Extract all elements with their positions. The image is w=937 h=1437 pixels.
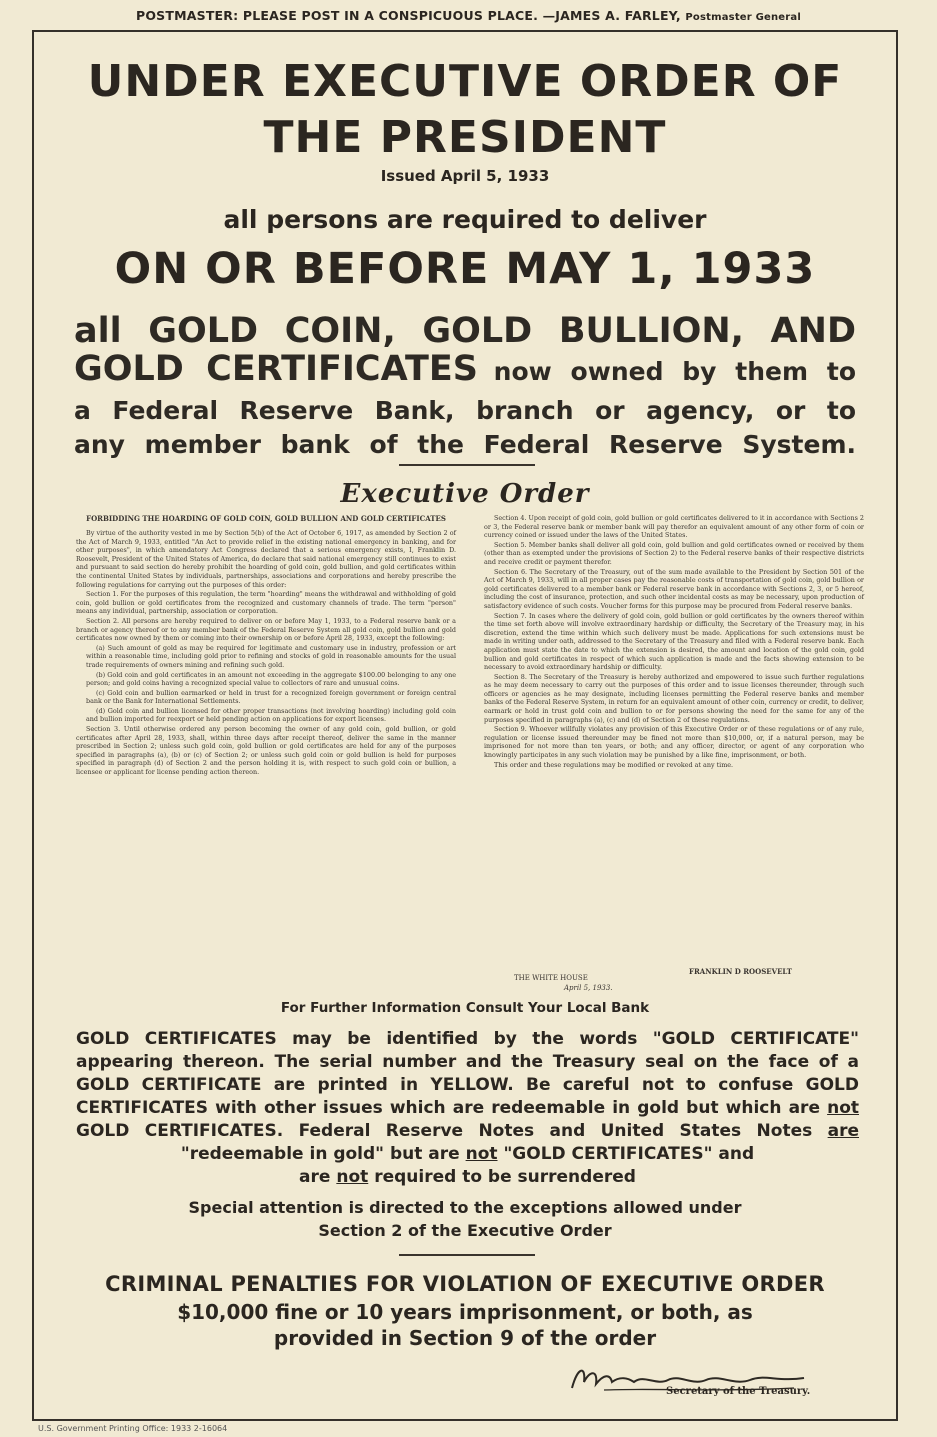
order-paragraph: Section 6. The Secretary of the Treasury, out of the sum made available to the President by Section 501 of the Act of March 9, 1933, will in all proper cases pay the reasonable costs of transportation of gold coin, gold bullion or gold certificates delivered to a member bank or Federal reserve bank in accordance with Sections 2, 3, or 5 hereof, including the cost of insurance, protection, and such other incidental costs as may be necessary, upon production of satisfactory evidence of such costs. Voucher forms for this purpose may be procured from Federal reserve banks. [484,567,864,610]
penalties-heading: CRIMINAL PENALTIES FOR VIOLATION OF EXECUTIVE ORDER [105,1272,825,1296]
main-title-line-1: UNDER EXECUTIVE ORDER OF [87,56,843,107]
order-paragraph: (b) Gold coin and gold certificates in an amount not exceeding in the aggregate $100.00 belonging to any one person; and gold coins having a recognized special value to collectors of rare and unusual coins. [86,670,456,688]
gc-line: appearing thereon. The serial number and the Treasury seal on the face of a [76,1052,859,1072]
gc-line-text: GOLD CERTIFICATES. Federal Reserve Notes and United States Notes [76,1121,813,1141]
order-paragraph: Section 8. The Secretary of the Treasury is hereby authorized and empowered to issue such further regulations as he may deem necessary to carry out the purposes of this order and to issue licenses thereunder, through such officers or agencies as he may designate, including licenses permitting the Federal reserve banks and member banks of the Federal Reserve System, in return for an equivalent amount of other coin, currency or credit, to deliver, earmark or hold in trust gold coin and bullion to or for persons showing the need for the same for any of the purposes specified in paragraphs (a), (c) and (d) of Section 2 of these regulations. [484,672,864,724]
not-emphasis: not [336,1167,369,1187]
white-house-place: THE WHITE HOUSE [514,974,588,982]
order-paragraph: By virtue of the authority vested in me by Section 5(b) of the Act of October 6, 1917, as amended by Section 2 of the Act of March 9, 1933, entitled "An Act to provide relief in the existing national emergency in banking, and for other purposes", in which amendatory Act Congress declared that a serious emergency exists, I, Franklin D. Roosevelt, President of the United States of America, do declare that said national emergency still continues to exist and pursuant to said section do hereby prohibit the hoarding of gold coin, gold bullion, and gold certificates within the continental United States by individuals, partnerships, associations and corporations and hereby prescribe the following regulations for carrying out the purposes of this order: [76,529,456,589]
postmaster-title: Postmaster General [685,12,802,23]
criminal-penalties [34,1270,896,1351]
gold-certificates-emphasis: GOLD CERTIFICATES [74,349,478,389]
postmaster-instruction: POSTMASTER: PLEASE POST IN A CONSPICUOUS PLACE. [135,8,539,23]
divider-rule [399,1254,535,1256]
gc-line-text: "redeemable in gold" but are [180,1144,460,1164]
gc-line [76,1097,859,1120]
gc-line: GOLD CERTIFICATE are printed in YELLOW. Be careful not to confuse GOLD [76,1075,859,1095]
gc-line: GOLD CERTIFICATES may be identified by the words "GOLD CERTIFICATE" [76,1029,859,1049]
delivery-line-2 [74,350,856,394]
delivery-line-3: a Federal Reserve Bank, branch or agency, or to [74,396,856,425]
gc-line [76,1143,859,1166]
delivery-requirement [74,312,856,462]
not-emphasis: not [465,1144,498,1164]
poster-frame [32,30,898,1421]
postmaster-name: —JAMES A. FARLEY, [542,8,681,23]
order-paragraph: Section 2. All persons are hereby required to deliver on or before May 1, 1933, to a Federal reserve bank or a branch or agency thereof or to any member bank of the Federal Reserve System all gold coin, gold bullion and gold certificates now owned by them or coming into their ownership on or before April 28, 1933, except the following: [76,616,456,643]
president-signature-name: FRANKLIN D ROOSEVELT [689,967,792,976]
order-paragraph: Section 3. Until otherwise ordered any person becoming the owner of any gold coin, gold bullion, or gold certificates after April 28, 1933, shall, within three days after receipt thereof, deliver the same in the manner prescribed in Section 2; unless such gold coin, gold bullion or gold certificates are held for any of the purposes specified in paragraphs (a), (b) or (c) of Section 2; or unless such gold coin or gold bullion is held for purposes specified in paragraph (d) of Section 2 and the person holding it is, with respect to such gold coin or bullion, a licensee or applicant for license pending action thereon. [76,725,456,777]
gc-line-text: "GOLD CERTIFICATES" and [503,1144,755,1164]
deadline-heading: ON OR BEFORE MAY 1, 1933 [114,244,816,294]
delivery-line-4: any member bank of the Federal Reserve System. [74,430,856,459]
gold-certificate-info [76,1028,859,1189]
order-paragraph: (c) Gold coin and bullion earmarked or held in trust for a recognized foreign government or foreign central bank or the Bank for International Settlements. [86,688,456,706]
gc-line [76,1120,859,1143]
executive-order-title: Executive Order [340,479,590,509]
order-date: April 5, 1933. [564,984,613,992]
divider-rule [399,464,535,466]
order-column-right [484,514,864,770]
order-paragraph: Section 5. Member banks shall deliver all gold coin, gold bullion and gold certificates owned or received by them (other than as exempted under the provisions of Section 2) to the Federal reserve banks of their respective districts and receive credit or payment therefor. [484,540,864,566]
gc-line-text: are [299,1167,331,1187]
special-attention-note [34,1196,896,1242]
order-paragraph: (a) Such amount of gold as may be required for legitimate and customary use in industry, profession or art within a reasonable time, including gold prior to refining and stocks of gold in reasonable amounts for the usual trade requirements of owners mining and refining such gold. [86,643,456,669]
consult-bank-note: For Further Information Consult Your Local Bank [280,1000,650,1016]
issued-date: Issued April 5, 1933 [380,167,550,185]
are-emphasis: are [827,1121,860,1141]
secretary-title: Secretary of the Treasury. [666,1386,811,1397]
not-emphasis: not [827,1098,860,1118]
order-paragraph: Section 4. Upon receipt of gold coin, gold bullion or gold certificates delivered to it in accordance with Sections 2 or 3, the Federal reserve bank or member bank will pay therefor an equivalent amount of any other form of coin or currency coined or issued under the laws of the United States. [484,514,864,540]
gc-line-text: required to be surrendered [374,1167,636,1187]
printing-office-note: U.S. Government Printing Office: 1933 2-16064 [38,1424,228,1433]
postmaster-notice [0,8,937,23]
required-statement: all persons are required to deliver [223,205,707,234]
order-column-left [76,514,456,778]
delivery-line-1: all GOLD COIN, GOLD BULLION, AND [74,311,856,351]
penalties-line: provided in Section 9 of the order [273,1326,657,1350]
main-title-line-2: THE PRESIDENT [263,112,667,163]
special-line: Special attention is directed to the exceptions allowed under [188,1198,742,1217]
order-paragraph: This order and these regulations may be modified or revoked at any time. [494,760,734,769]
order-paragraph: Section 9. Whoever willfully violates any provision of this Executive Order or of these regulations or of any rule, regulation or license issued thereunder may be fined not more than $10,000, or, if a natural person, may be imprisoned for not more than ten years, or both; and any officer, director, or agent of any corporation who knowingly participates in any such violation may be punished by a like fine, imprisonment, or both. [484,725,864,760]
gc-line-text: CERTIFICATES with other issues which are redeemable in gold but which are [76,1098,820,1118]
gc-line [76,1166,859,1189]
penalties-line: $10,000 fine or 10 years imprisonment, or both, as [177,1300,753,1324]
order-heading: FORBIDDING THE HOARDING OF GOLD COIN, GOLD BULLION AND GOLD CERTIFICATES [86,514,446,523]
order-paragraph: Section 7. In cases where the delivery of gold coin, gold bullion or gold certificates by the owners thereof within the time set forth above will involve extraordinary hardship or difficulty, the Secretary of the Treasury may, in his discretion, extend the time within which such delivery must be made. Applications for such extensions must be made in writing under oath, addressed to the Secretary of the Treasury and filed with a Federal reserve bank. Each application must state the date to which the extension is desired, the amount and location of the gold coin, gold bullion and gold certificates in respect of which such application is made and the facts showing extension to be necessary to avoid extraordinary hardship or difficulty. [484,611,864,672]
order-paragraph: Section 1. For the purposes of this regulation, the term "hoarding" means the withdrawal and withholding of gold coin, gold bullion or gold certificates from the recognized and customary channels of trade. The term "person" means any individual, partnership, association or corporation. [76,590,456,616]
main-title [34,54,896,166]
special-line: Section 2 of the Executive Order [318,1221,612,1240]
delivery-line-2-rest: now owned by them to [493,357,856,386]
order-paragraph: (d) Gold coin and bullion licensed for other proper transactions (not involving hoarding) including gold coin and bullion imported for reexport or held pending action on applications for export licenses. [86,706,456,724]
